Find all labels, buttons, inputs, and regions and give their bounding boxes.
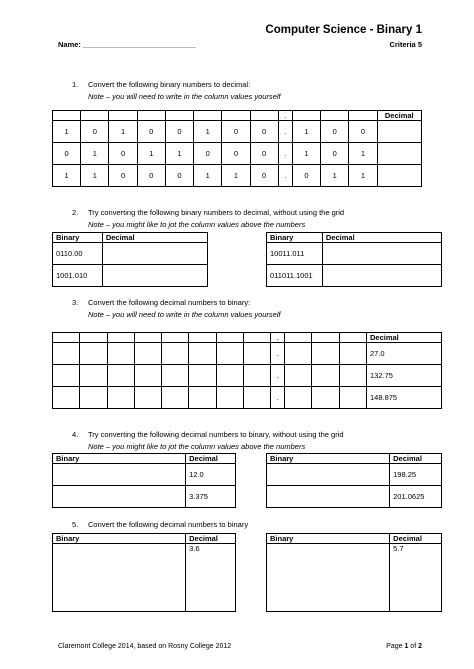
binary-point: . bbox=[271, 365, 285, 387]
decimal-header: Decimal bbox=[322, 233, 441, 243]
table-row bbox=[267, 464, 442, 486]
answer-bit-cell[interactable] bbox=[339, 387, 366, 409]
column-value-cell[interactable] bbox=[189, 333, 216, 343]
bit-cell: 0 bbox=[250, 121, 278, 143]
q5-right-table bbox=[266, 533, 442, 612]
table-row bbox=[53, 387, 442, 409]
answer-bit-cell[interactable] bbox=[53, 387, 80, 409]
column-value-cell[interactable] bbox=[285, 333, 312, 343]
bit-cell: 0 bbox=[321, 143, 349, 165]
q4-right-table bbox=[266, 453, 442, 508]
column-value-cell[interactable] bbox=[244, 333, 271, 343]
binary-value: 1001.010 bbox=[53, 265, 103, 287]
answer-cell[interactable] bbox=[53, 464, 186, 486]
table-header-row bbox=[53, 454, 236, 464]
q1-header-row bbox=[53, 111, 422, 121]
column-value-cell[interactable] bbox=[339, 333, 366, 343]
decimal-header: Decimal bbox=[390, 454, 442, 464]
answer-bit-cell[interactable] bbox=[53, 343, 80, 365]
answer-cell[interactable] bbox=[267, 464, 390, 486]
column-value-cell[interactable] bbox=[292, 111, 320, 121]
answer-cell[interactable] bbox=[322, 265, 441, 287]
column-value-cell[interactable] bbox=[81, 111, 109, 121]
column-value-cell[interactable] bbox=[53, 333, 80, 343]
binary-point: . bbox=[278, 143, 292, 165]
decimal-value: 12.0 bbox=[186, 464, 236, 486]
question-number: 2. bbox=[72, 208, 79, 217]
question-note: Note – you will need to write in the column values yourself bbox=[88, 92, 281, 101]
answer-bit-cell[interactable] bbox=[339, 365, 366, 387]
q1-grid bbox=[52, 110, 422, 187]
bit-cell: 0 bbox=[109, 165, 137, 187]
column-value-cell[interactable] bbox=[107, 333, 134, 343]
table-row bbox=[53, 486, 236, 508]
bit-cell: 0 bbox=[222, 143, 250, 165]
column-value-cell[interactable] bbox=[216, 333, 243, 343]
table-row bbox=[267, 486, 442, 508]
answer-cell[interactable] bbox=[377, 121, 421, 143]
bit-cell: 1 bbox=[137, 143, 165, 165]
answer-bit-cell[interactable] bbox=[134, 365, 161, 387]
bit-cell: 0 bbox=[250, 143, 278, 165]
bit-cell: 1 bbox=[349, 165, 377, 187]
binary-point: . bbox=[271, 387, 285, 409]
answer-bit-cell[interactable] bbox=[312, 387, 339, 409]
decimal-value: 201.0625 bbox=[390, 486, 442, 508]
question-number: 5. bbox=[72, 520, 79, 529]
bit-cell: 1 bbox=[194, 165, 222, 187]
bit-cell: 0 bbox=[81, 121, 109, 143]
bit-cell: 0 bbox=[165, 165, 193, 187]
binary-point: . bbox=[278, 165, 292, 187]
answer-cell[interactable] bbox=[377, 165, 421, 187]
binary-point: . bbox=[271, 343, 285, 365]
bit-cell: 1 bbox=[81, 143, 109, 165]
table-header-row bbox=[53, 233, 208, 243]
binary-header: Binary bbox=[53, 233, 103, 243]
bit-cell: 0 bbox=[109, 143, 137, 165]
answer-bit-cell[interactable] bbox=[162, 343, 189, 365]
table-row bbox=[53, 265, 208, 287]
question-text: Convert the following binary numbers to decimal: bbox=[88, 80, 251, 89]
bit-cell: 1 bbox=[349, 143, 377, 165]
answer-bit-cell[interactable] bbox=[162, 387, 189, 409]
answer-cell[interactable] bbox=[102, 265, 207, 287]
question-text: Try converting the following decimal numbers to binary, without using the grid bbox=[88, 430, 344, 439]
answer-bit-cell[interactable] bbox=[339, 343, 366, 365]
column-value-cell[interactable] bbox=[222, 111, 250, 121]
bit-cell: 1 bbox=[165, 143, 193, 165]
column-value-cell[interactable] bbox=[250, 111, 278, 121]
answer-cell[interactable] bbox=[53, 486, 186, 508]
question-note: Note – you will need to write in the column values yourself bbox=[88, 310, 281, 319]
table-row bbox=[267, 544, 442, 612]
answer-cell[interactable] bbox=[377, 143, 421, 165]
bit-cell: 0 bbox=[349, 121, 377, 143]
answer-bit-cell[interactable] bbox=[285, 387, 312, 409]
column-value-cell[interactable] bbox=[312, 333, 339, 343]
bit-cell: 0 bbox=[222, 121, 250, 143]
answer-bit-cell[interactable] bbox=[285, 365, 312, 387]
answer-cell[interactable] bbox=[267, 544, 390, 612]
table-header-row bbox=[267, 454, 442, 464]
question-note: Note – you might like to jot the column values above the numbers bbox=[88, 220, 306, 229]
column-value-cell[interactable] bbox=[80, 333, 107, 343]
answer-bit-cell[interactable] bbox=[216, 343, 243, 365]
decimal-header: Decimal bbox=[186, 454, 236, 464]
table-row bbox=[267, 265, 442, 287]
question-note: Note – you might like to jot the column values above the numbers bbox=[88, 442, 306, 451]
page-title: Computer Science - Binary 1 bbox=[265, 24, 422, 36]
column-value-cell[interactable] bbox=[194, 111, 222, 121]
table-header-row bbox=[53, 534, 236, 544]
footer-credit: Claremont College 2014, based on Rosny College 2012 bbox=[58, 643, 232, 650]
table-row bbox=[53, 143, 422, 165]
answer-bit-cell[interactable] bbox=[189, 365, 216, 387]
column-value-cell[interactable] bbox=[162, 333, 189, 343]
binary-point: . bbox=[271, 333, 285, 343]
bit-cell: 1 bbox=[109, 121, 137, 143]
decimal-header: Decimal bbox=[377, 111, 421, 121]
answer-cell[interactable] bbox=[53, 544, 186, 612]
answer-bit-cell[interactable] bbox=[107, 365, 134, 387]
bit-cell: 1 bbox=[292, 121, 320, 143]
table-row bbox=[53, 165, 422, 187]
binary-header: Binary bbox=[267, 454, 390, 464]
question-text: Try converting the following binary numbers to decimal, without using the grid bbox=[88, 208, 345, 217]
page-number bbox=[386, 643, 422, 650]
binary-header: Binary bbox=[53, 534, 186, 544]
bit-cell: 0 bbox=[250, 165, 278, 187]
current-page: 1 bbox=[404, 643, 409, 650]
bit-cell: 0 bbox=[165, 121, 193, 143]
question-number: 4. bbox=[72, 430, 79, 439]
column-value-cell[interactable] bbox=[137, 111, 165, 121]
bit-cell: 0 bbox=[53, 143, 81, 165]
answer-bit-cell[interactable] bbox=[189, 343, 216, 365]
table-row bbox=[53, 121, 422, 143]
decimal-value: 198.25 bbox=[390, 464, 442, 486]
column-value-cell[interactable] bbox=[165, 111, 193, 121]
binary-value: 011011.1001 bbox=[267, 265, 323, 287]
bit-cell: 1 bbox=[81, 165, 109, 187]
answer-bit-cell[interactable] bbox=[53, 365, 80, 387]
answer-bit-cell[interactable] bbox=[189, 387, 216, 409]
column-value-cell[interactable] bbox=[53, 111, 81, 121]
decimal-header: Decimal bbox=[186, 534, 236, 544]
decimal-header: Decimal bbox=[366, 333, 441, 343]
decimal-value: 3.6 bbox=[186, 544, 236, 612]
binary-point: . bbox=[278, 121, 292, 143]
criteria-label: Criteria 5 bbox=[389, 40, 422, 49]
name-label: Name: ___________________________ bbox=[58, 40, 196, 49]
column-value-cell[interactable] bbox=[109, 111, 137, 121]
column-value-cell[interactable] bbox=[321, 111, 349, 121]
bit-cell: 1 bbox=[53, 165, 81, 187]
binary-value: 10011.011 bbox=[267, 243, 323, 265]
answer-bit-cell[interactable] bbox=[285, 343, 312, 365]
table-row bbox=[53, 365, 442, 387]
bit-cell: 0 bbox=[292, 165, 320, 187]
answer-bit-cell[interactable] bbox=[134, 387, 161, 409]
answer-bit-cell[interactable] bbox=[80, 343, 107, 365]
question-number: 3. bbox=[72, 298, 79, 307]
answer-bit-cell[interactable] bbox=[312, 365, 339, 387]
binary-header: Binary bbox=[53, 454, 186, 464]
question-text: Convert the following decimal numbers to binary: bbox=[88, 298, 251, 307]
page-mid: of bbox=[408, 643, 419, 650]
question-text: Convert the following decimal numbers to binary bbox=[88, 520, 249, 529]
table-row bbox=[53, 464, 236, 486]
decimal-value: 27.0 bbox=[366, 343, 441, 365]
table-row bbox=[53, 243, 208, 265]
column-value-cell[interactable] bbox=[134, 333, 161, 343]
column-value-cell[interactable] bbox=[349, 111, 377, 121]
answer-cell[interactable] bbox=[322, 243, 441, 265]
answer-bit-cell[interactable] bbox=[162, 365, 189, 387]
answer-bit-cell[interactable] bbox=[244, 365, 271, 387]
answer-bit-cell[interactable] bbox=[80, 387, 107, 409]
table-header-row bbox=[267, 233, 442, 243]
binary-value: 0110.00 bbox=[53, 243, 103, 265]
question-number: 1. bbox=[72, 80, 79, 89]
q3-grid bbox=[52, 332, 442, 409]
q2-right-table bbox=[266, 232, 442, 287]
total-pages: 2 bbox=[418, 643, 422, 650]
answer-bit-cell[interactable] bbox=[107, 343, 134, 365]
bit-cell: 0 bbox=[137, 121, 165, 143]
table-row bbox=[53, 544, 236, 612]
table-header-row bbox=[267, 534, 442, 544]
answer-cell[interactable] bbox=[102, 243, 207, 265]
answer-bit-cell[interactable] bbox=[312, 343, 339, 365]
decimal-value: 132.75 bbox=[366, 365, 441, 387]
answer-bit-cell[interactable] bbox=[216, 365, 243, 387]
decimal-value: 3.375 bbox=[186, 486, 236, 508]
q4-left-table bbox=[52, 453, 236, 508]
binary-point: . bbox=[278, 111, 292, 121]
answer-bit-cell[interactable] bbox=[244, 387, 271, 409]
q5-left-table bbox=[52, 533, 236, 612]
answer-bit-cell[interactable] bbox=[134, 343, 161, 365]
bit-cell: 1 bbox=[194, 121, 222, 143]
answer-cell[interactable] bbox=[267, 486, 390, 508]
table-row bbox=[53, 343, 442, 365]
answer-bit-cell[interactable] bbox=[107, 387, 134, 409]
q2-left-table bbox=[52, 232, 208, 287]
bit-cell: 0 bbox=[321, 121, 349, 143]
decimal-value: 148.875 bbox=[366, 387, 441, 409]
bit-cell: 1 bbox=[292, 143, 320, 165]
binary-header: Binary bbox=[267, 534, 390, 544]
bit-cell: 0 bbox=[137, 165, 165, 187]
page-prefix: Page bbox=[386, 643, 405, 650]
q3-header-row bbox=[53, 333, 442, 343]
binary-header: Binary bbox=[267, 233, 323, 243]
answer-bit-cell[interactable] bbox=[244, 343, 271, 365]
bit-cell: 1 bbox=[222, 165, 250, 187]
table-row bbox=[267, 243, 442, 265]
answer-bit-cell[interactable] bbox=[216, 387, 243, 409]
decimal-header: Decimal bbox=[102, 233, 207, 243]
bit-cell: 1 bbox=[53, 121, 81, 143]
decimal-header: Decimal bbox=[390, 534, 442, 544]
bit-cell: 0 bbox=[194, 143, 222, 165]
answer-bit-cell[interactable] bbox=[80, 365, 107, 387]
decimal-value: 5.7 bbox=[390, 544, 442, 612]
bit-cell: 1 bbox=[321, 165, 349, 187]
